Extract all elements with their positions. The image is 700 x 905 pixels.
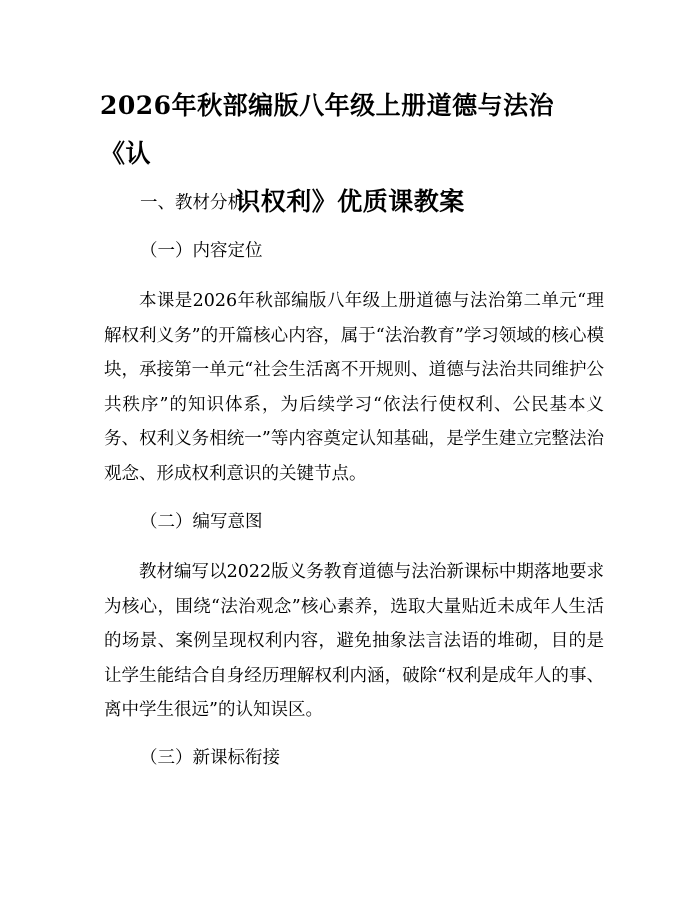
subheading-writing-intent: （二）编写意图 [140,512,263,532]
subheading-content-positioning: （一）内容定位 [140,241,263,261]
paragraph-writing-intent: 教材编写以2022版义务教育道德与法治新课标中期落地要求为核心，围绕“法治观念”核心素养，选取大量贴近未成年人生活的场景、案例呈现权利内容，避免抽象法言法语的堆砌，目的是让学生能结合自身经历理解权利内涵，破除“权利是成年人的事、离中学生很远”的认知误区。 [104,562,604,721]
title-line-1: 2026年秋部编版八年级上册道德与法治《认 [100,91,555,168]
subheading-curriculum-link: （三）新课标衔接 [140,748,280,768]
section-heading-textbook-analysis: 一、教材分析 [140,193,245,213]
paragraph-content-positioning: 本课是2026年秋部编版八年级上册道德与法治第二单元“理解权利义务”的开篇核心内容，属于“法治教育”学习领域的核心模块，承接第一单元“社会生活离不开规则、道德与法治共同维护公共秩序”的知识体系，为后续学习“依法行使权利、公民基本义务、权利义务相统一”等内容奠定认知基础，是学生建立完整法治观念、形成权利意识的关键节点。 [104,291,604,484]
title-line-2: 识权利》优质课教案 [235,187,465,216]
